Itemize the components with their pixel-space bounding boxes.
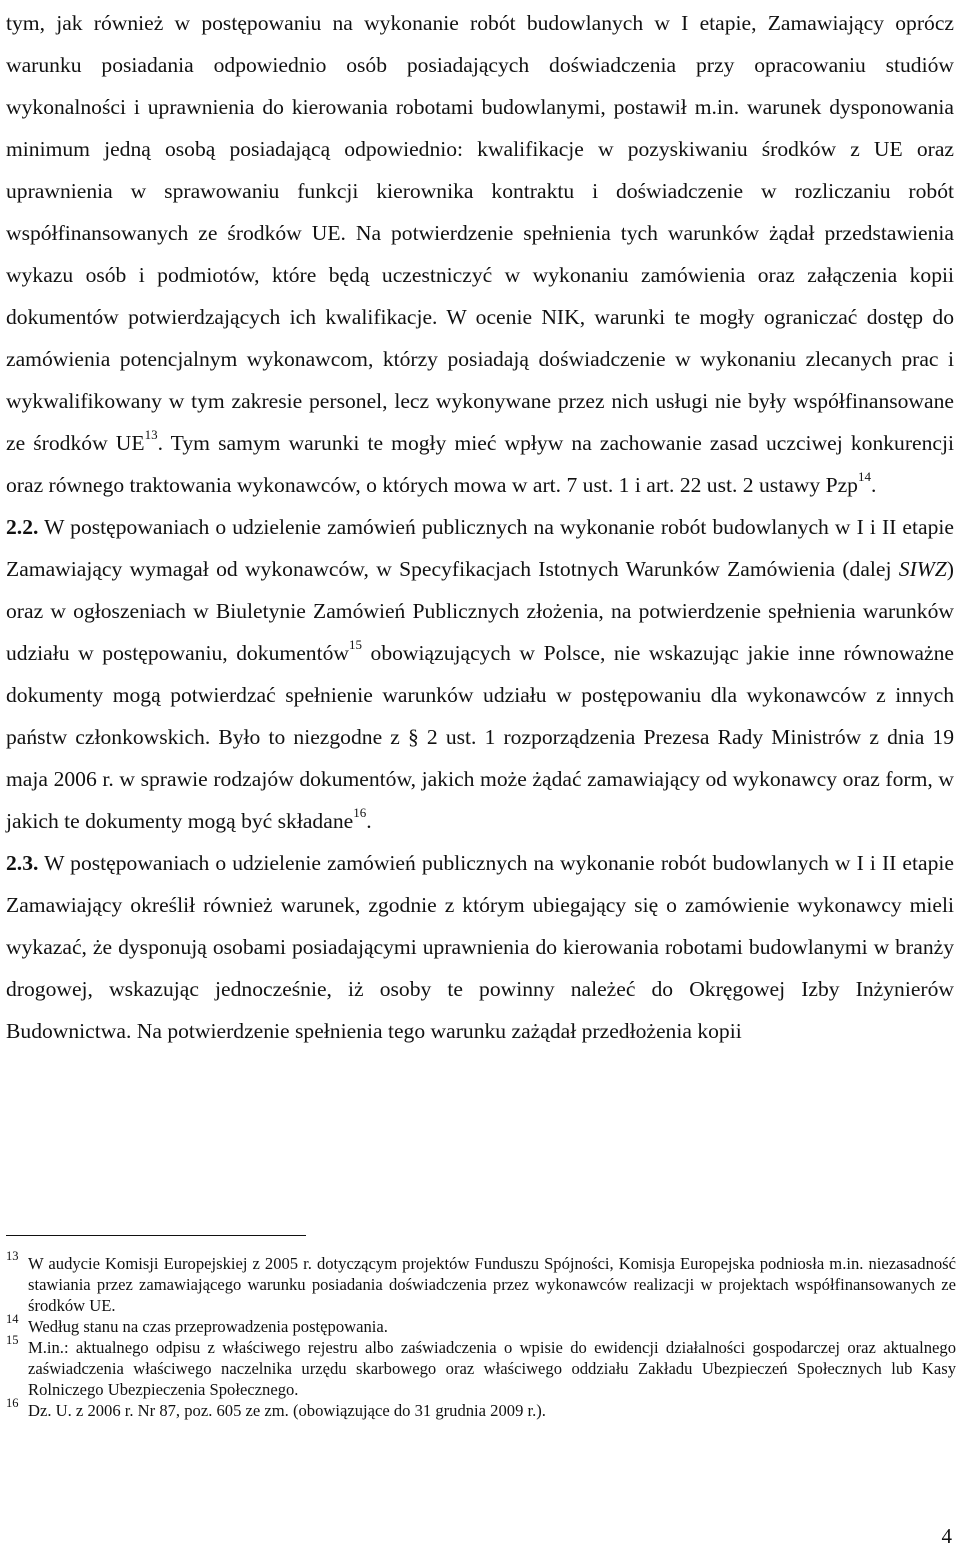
paragraph-2-3 <box>6 842 954 1052</box>
footnote <box>6 1312 956 1337</box>
paragraph-text: obowiązujących w Polsce, nie wskazując jakie inne równoważne dokumenty mogą potwierdzać spełnienie warunków udziału w postępowaniu dla wykonawców z innych państw członkowskich. Było to niezgodne z § 2 ust. 1 rozporządzenia Prezesa Rady Ministrów z dnia 19 maja 2006 r. w sprawie rodzajów dokumentów, jakich może żądać zamawiający od wykonawcy oraz form, w jakich te dokumenty mogą być składane <box>6 641 954 833</box>
footnote-text: Dz. U. z 2006 r. Nr 87, poz. 605 ze zm. (obowiązujące do 31 grudnia 2009 r.). <box>28 1401 546 1420</box>
footnote <box>6 1396 956 1421</box>
footnote-text: M.in.: aktualnego odpisu z właściwego rejestru albo zaświadczenia o wpisie do ewidencji działalności gospodarczej oraz aktualnego zaświadczenia właściwego naczelnika urzędu skarbowego oraz właściwego oddziału Zakładu Ubezpieczeń Społecznych lub Kasy Rolniczego Ubezpieczenia Społecznego. <box>28 1338 956 1399</box>
footnote-number: 14 <box>6 1312 19 1326</box>
abbreviation-siwz: SIWZ <box>898 557 947 581</box>
footnote-ref-16[interactable]: 16 <box>353 804 367 820</box>
paragraph-continuation <box>6 2 954 506</box>
footnote-ref-15[interactable]: 15 <box>348 636 362 652</box>
footnote-number: 13 <box>6 1249 19 1263</box>
paragraph-text: ) oraz w ogłoszeniach w Biuletynie Zamówień Publicznych złożenia, na potwierdzenie spełnienia warunków udziału w postępowaniu, dokumentów <box>6 557 954 665</box>
footnote-text: Według stanu na czas przeprowadzenia postępowania. <box>28 1317 388 1336</box>
section-number: 2.2. <box>6 515 39 539</box>
paragraph-text: W postępowaniach o udzielenie zamówień publicznych na wykonanie robót budowlanych w I i II etapie Zamawiający wymagał od wykonawców, w Specyfikacjach Istotnych Warunków Zamówienia (dalej <box>6 515 954 581</box>
paragraph-text: . <box>870 473 877 497</box>
paragraph-text: tym, jak również w postępowaniu na wykonanie robót budowlanych w I etapie, Zamawiający oprócz warunku posiadania odpowiednio osób posiadających doświadczenia przy opracowaniu studiów wykonalności i uprawnienia do kierowania robotami budowlanymi, postawił m.in. warunek dysponowania minimum jedną osobą posiadającą odpowiednio: kwalifikacje w pozyskiwaniu środków z UE oraz uprawnienia w sprawowaniu funkcji kierownika kontraktu i doświadczenie w rozliczaniu robót współfinansowanych ze środków UE. Na potwierdzenie spełnienia tych warunków żądał przedstawienia wykazu osób i podmiotów, które będą uczestniczyć w wykonaniu zamówienia oraz załączenia kopii dokumentów potwierdzających ich kwalifikacje. W ocenie NIK, warunki te mogły ograniczać dostęp do zamówienia potencjalnym wykonawcom, którzy posiadają doświadczenie w wykonaniu zlecanych prac i wykwalifikowany w tym zakresie personel, lecz wykonywane przez nich usługi nie były współfinansowane ze środków UE <box>6 11 954 455</box>
paragraph-text: . <box>366 809 372 833</box>
footnote-ref-13[interactable]: 13 <box>144 426 158 442</box>
paragraph-text: W postępowaniach o udzielenie zamówień publicznych na wykonanie robót budowlanych w I i II etapie Zamawiający określił również warunek, zgodnie z którym ubiegający się o zamówienie wykonawcy mieli wykazać, że dysponują osobami posiadającymi uprawnienia do kierowania robotami budowlanymi w branży drogowej, wskazując jednocześnie, iż osoby te powinny należeć do Okręgowej Izby Inżynierów Budownictwa. Na potwierdzenie spełnienia tego warunku zażądał przedłożenia kopii <box>6 851 954 1043</box>
section-number: 2.3. <box>6 851 39 875</box>
footnote-number: 16 <box>6 1396 19 1410</box>
page-number: 4 <box>941 1524 952 1548</box>
footnote <box>6 1333 956 1400</box>
body-text <box>6 2 954 1052</box>
footnote-ref-14[interactable]: 14 <box>857 468 871 484</box>
paragraph-2-2 <box>6 506 954 842</box>
footnote-separator <box>6 1235 306 1236</box>
footnote-text: W audycie Komisji Europejskiej z 2005 r. dotyczącym projektów Funduszu Spójności, Komisja Europejska podniosła m.in. niezasadność stawiania przez zamawiającego warunku posiadania doświadczenia przez wykonawców realizacji w projektach współfinansowanych ze środków UE. <box>28 1254 956 1315</box>
paragraph-text: . Tym samym warunki te mogły mieć wpływ na zachowanie zasad uczciwej konkurencji oraz równego traktowania wykonawców, o których mowa w art. 7 ust. 1 i art. 22 ust. 2 ustawy Pzp <box>6 431 954 497</box>
footnote-number: 15 <box>6 1333 19 1347</box>
footnotes <box>6 1249 956 1421</box>
footnote <box>6 1249 956 1316</box>
